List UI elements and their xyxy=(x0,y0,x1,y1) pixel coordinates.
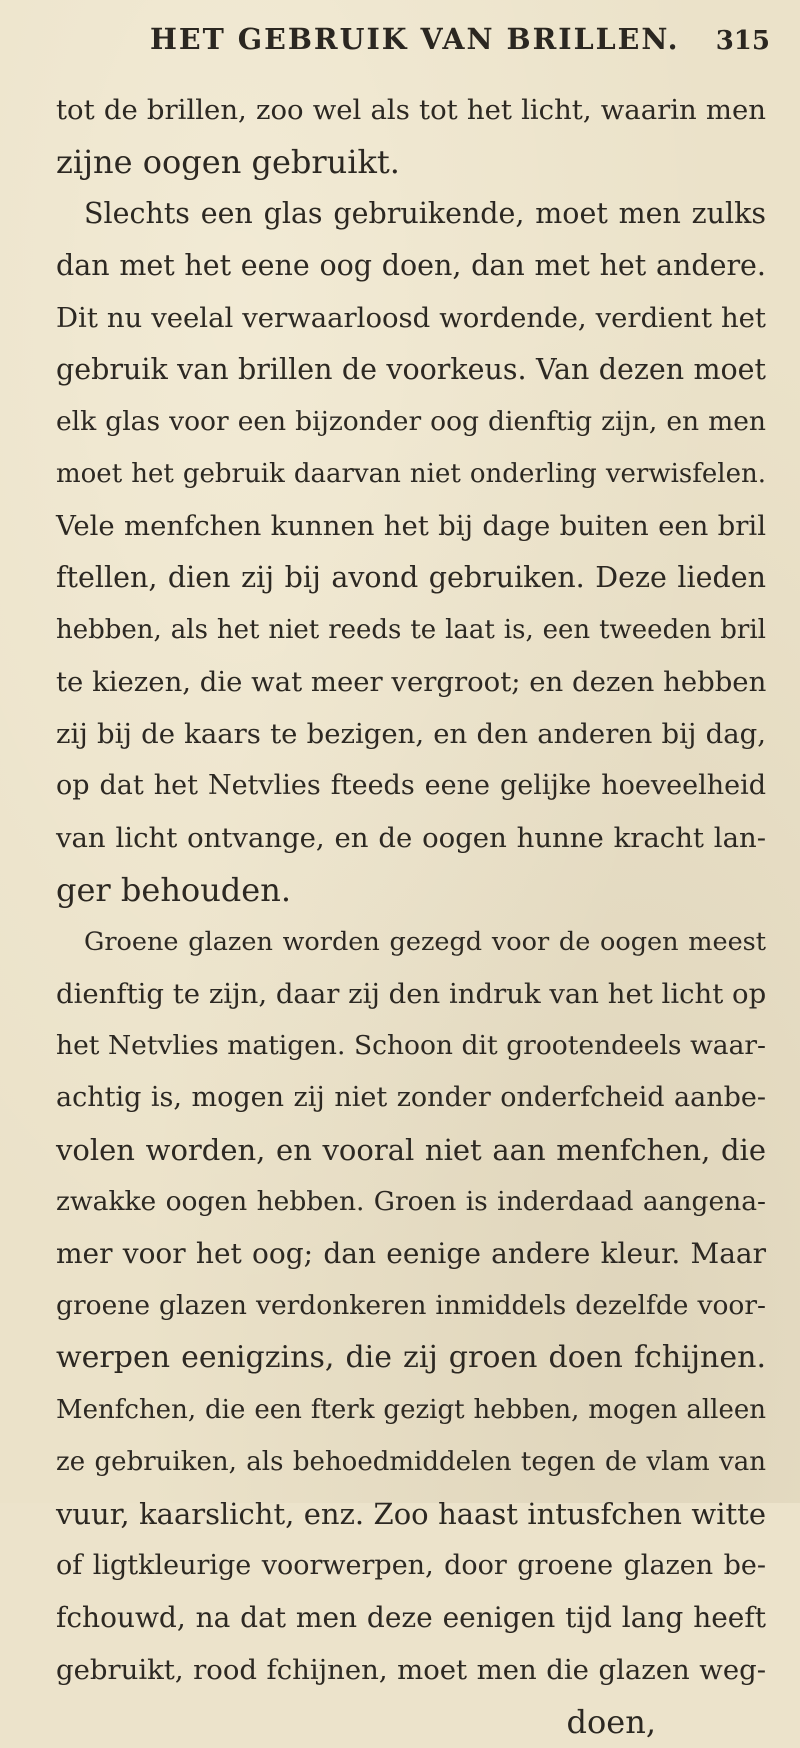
text-line: achtig is, mogen zij niet zonder onderfcheid aanbe- xyxy=(56,1082,766,1113)
text-line: op dat het Netvlies fteeds eene gelijke hoeveelheid xyxy=(56,770,766,801)
text-line: ze gebruiken, als behoedmiddelen tegen de vlam van xyxy=(56,1447,766,1477)
text-line: hebben, als het niet reeds te laat is, een tweeden bril xyxy=(56,615,766,645)
page-number: 315 xyxy=(715,26,770,56)
catchword-line: doen, xyxy=(566,1703,656,1741)
text-line: het Netvlies matigen. Schoon dit grootendeels waar- xyxy=(56,1030,766,1061)
text-line: ftellen, dien zij bij avond gebruiken. Deze lieden xyxy=(56,561,766,594)
text-line: gebruik van brillen de voorkeus. Van dezen moet xyxy=(56,353,766,386)
body-text xyxy=(56,84,766,1748)
page-header xyxy=(150,22,770,72)
running-head: HET GEBRUIK VAN BRILLEN. xyxy=(150,22,680,56)
text-line: Dit nu veelal verwaarloosd wordende, verdient het xyxy=(56,302,766,334)
text-line: groene glazen verdonkeren inmiddels dezelfde voor- xyxy=(56,1290,766,1321)
text-line: dienftig te zijn, daar zij den indruk van het licht op xyxy=(56,978,767,1010)
text-line: zijne oogen gebruikt. xyxy=(56,143,400,181)
text-line: vuur, kaarslicht, enz. Zoo haast intusfchen witte xyxy=(56,1497,766,1531)
text-line: mer voor het oog; dan eenige andere kleur. Maar xyxy=(56,1237,766,1270)
text-line: ger behouden. xyxy=(56,871,291,909)
text-line: Menfchen, die een fterk gezigt hebben, mogen alleen xyxy=(56,1395,766,1425)
text-line: zwakke oogen hebben. Groen is inderdaad aangena- xyxy=(56,1186,766,1217)
text-line: te kiezen, die wat meer vergroot; en dezen hebben xyxy=(56,666,767,698)
text-line: zij bij de kaars te bezigen, en den anderen bij dag, xyxy=(56,718,766,750)
text-line: moet het gebruik daarvan niet onderling verwisfelen. xyxy=(56,459,766,489)
text-line: gebruikt, rood fchijnen, moet men die glazen weg- xyxy=(56,1654,766,1686)
text-line: van licht ontvange, en de oogen hunne kracht lan- xyxy=(56,822,766,854)
text-line: tot de brillen, zoo wel als tot het licht, waarin men xyxy=(56,94,766,126)
text-line: of ligtkleurige voorwerpen, door groene glazen be- xyxy=(56,1550,766,1581)
text-line: volen worden, en vooral niet aan menfchen, die xyxy=(56,1133,766,1167)
text-line: elk glas voor een bijzonder oog dienftig zijn, en men xyxy=(56,406,766,437)
text-line: werpen eenigzins, die zij groen doen fchijnen. xyxy=(56,1340,766,1375)
text-line: Vele menfchen kunnen het bij dage buiten een bril xyxy=(56,510,766,542)
paragraph-start-line: Groene glazen worden gezegd voor de oogen meest xyxy=(84,927,766,957)
text-line: dan met het eene oog doen, dan met het andere. xyxy=(56,249,766,282)
paragraph-start-line: Slechts een glas gebruikende, moet men zulks xyxy=(84,197,766,230)
text-line: fchouwd, na dat men deze eenigen tijd lang heeft xyxy=(56,1601,766,1634)
